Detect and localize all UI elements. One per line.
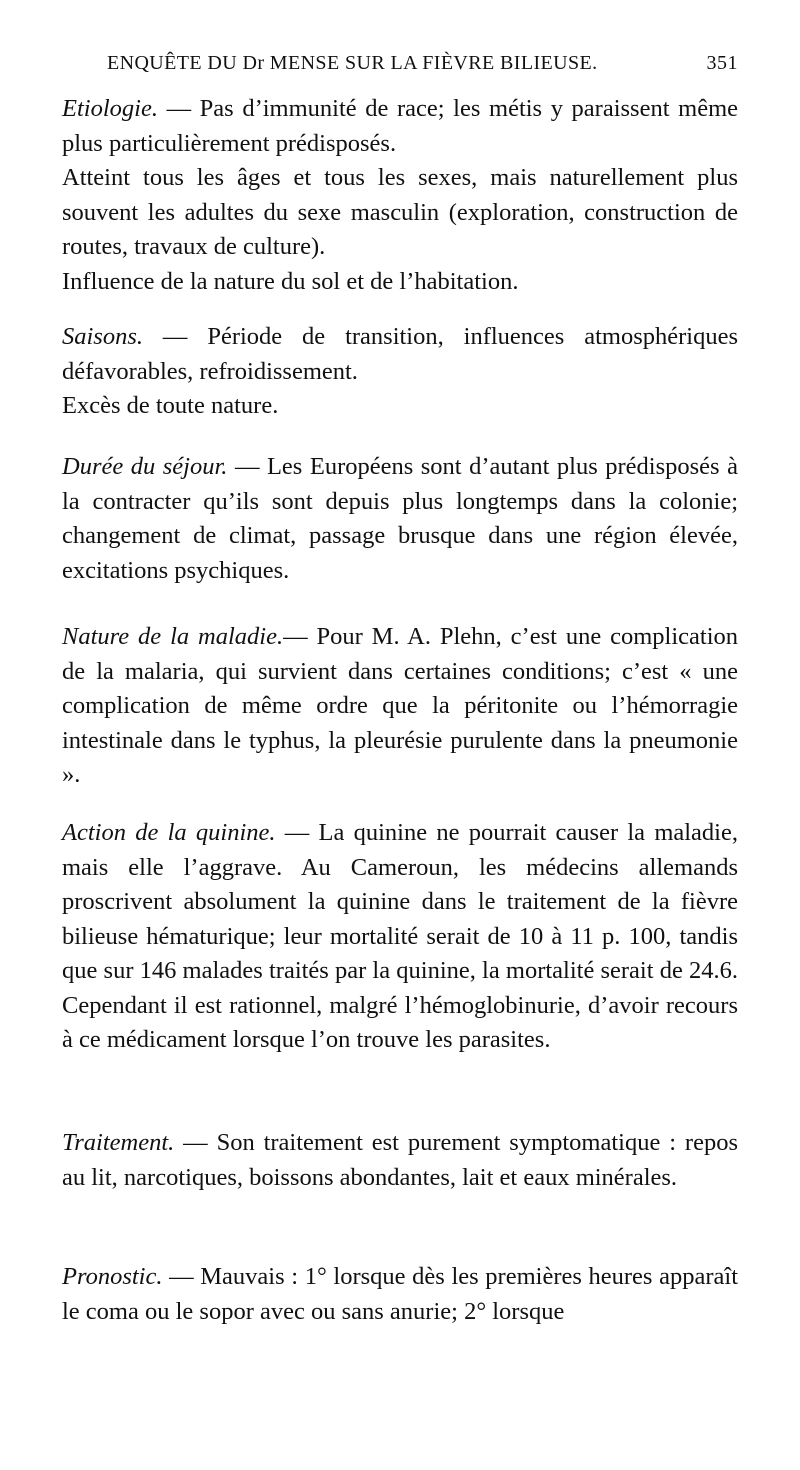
- paragraph: [62, 1260, 738, 1329]
- paragraph-text: — Les Européens sont d’autant plus prédisposés à la contracter qu’ils sont depuis plus longtemps dans la colonie; changement de climat, passage brusque dans une région élevée, excitations psychiques.: [62, 453, 738, 584]
- section-action-de-la-quinine: [62, 816, 738, 1058]
- page-number: 351: [706, 52, 738, 74]
- paragraph-text: Atteint tous les âges et tous les sexes, mais naturellement plus souvent les adultes du sexe masculin (exploration, construction de routes, travaux de culture).: [62, 164, 738, 260]
- paragraph-text: — Période de transition, influences atmosphériques défavorables, refroidissement.: [62, 323, 738, 385]
- paragraph: [62, 389, 738, 424]
- paragraph: [62, 161, 738, 265]
- paragraph-heading: Traitement.: [62, 1129, 175, 1156]
- paragraph-heading: Pronostic.: [62, 1263, 163, 1290]
- section-nature-de-la-maladie: [62, 620, 738, 793]
- paragraph-heading: Saisons.: [62, 323, 144, 350]
- paragraph-heading: Nature de la maladie.: [62, 623, 284, 650]
- section-duree-du-sejour: [62, 450, 738, 588]
- paragraph-text: — Pour M. A. Plehn, c’est une complication de la malaria, qui survient dans certaines conditions; c’est « une complication de même ordre que la péritonite ou l’hémorragie intestinale dans le typhus, la pleurésie purulente dans la pneumonie ».: [62, 623, 739, 788]
- paragraph-text: — Pas d’immunité de race; les métis y paraissent même plus particulièrement prédisposés.: [62, 95, 738, 157]
- paragraph: [62, 265, 738, 300]
- paragraph: [62, 1126, 738, 1195]
- paragraph-text: Excès de toute nature.: [62, 392, 279, 419]
- paragraph: [62, 816, 738, 1058]
- paragraph-text: — Mauvais : 1° lorsque dès les premières heures apparaît le coma ou le sopor avec ou sans anurie; 2° lorsque: [62, 1263, 738, 1325]
- running-head-title: ENQUÊTE DU Dr MENSE SUR LA FIÈVRE BILIEUSE.: [107, 52, 598, 74]
- paragraph-heading: Etiologie.: [62, 95, 158, 122]
- page: [62, 52, 739, 1325]
- paragraph-text: — La quinine ne pourrait causer la maladie, mais elle l’aggrave. Au Cameroun, les médecins allemands proscrivent absolument la quinine dans le traitement de la fièvre bilieuse hématurique; leur mortalité serait de 10 à 11 p. 100, tandis que sur 146 malades traités par la quinine, la mortalité serait de 24.6. Cependant il est rationnel, malgré l’hémoglobinurie, d’avoir recours à ce médicament lorsque l’on trouve les parasites.: [62, 819, 738, 1053]
- paragraph-text: Influence de la nature du sol et de l’habitation.: [62, 267, 519, 295]
- paragraph: [62, 92, 738, 161]
- paragraph: [62, 450, 738, 588]
- section-pronostic: [62, 1260, 738, 1329]
- paragraph-text: — Son traitement est purement symptomatique : repos au lit, narcotiques, boissons abondantes, lait et eaux minérales.: [62, 1129, 738, 1191]
- paragraph: [62, 620, 738, 793]
- running-head: [107, 52, 738, 80]
- paragraph: [62, 320, 738, 389]
- section-saisons: [62, 320, 738, 424]
- section-etiologie: [62, 92, 738, 299]
- section-traitement: [62, 1126, 738, 1195]
- paragraph-heading: Action de la quinine.: [62, 819, 276, 846]
- paragraph-heading: Durée du séjour.: [62, 453, 228, 480]
